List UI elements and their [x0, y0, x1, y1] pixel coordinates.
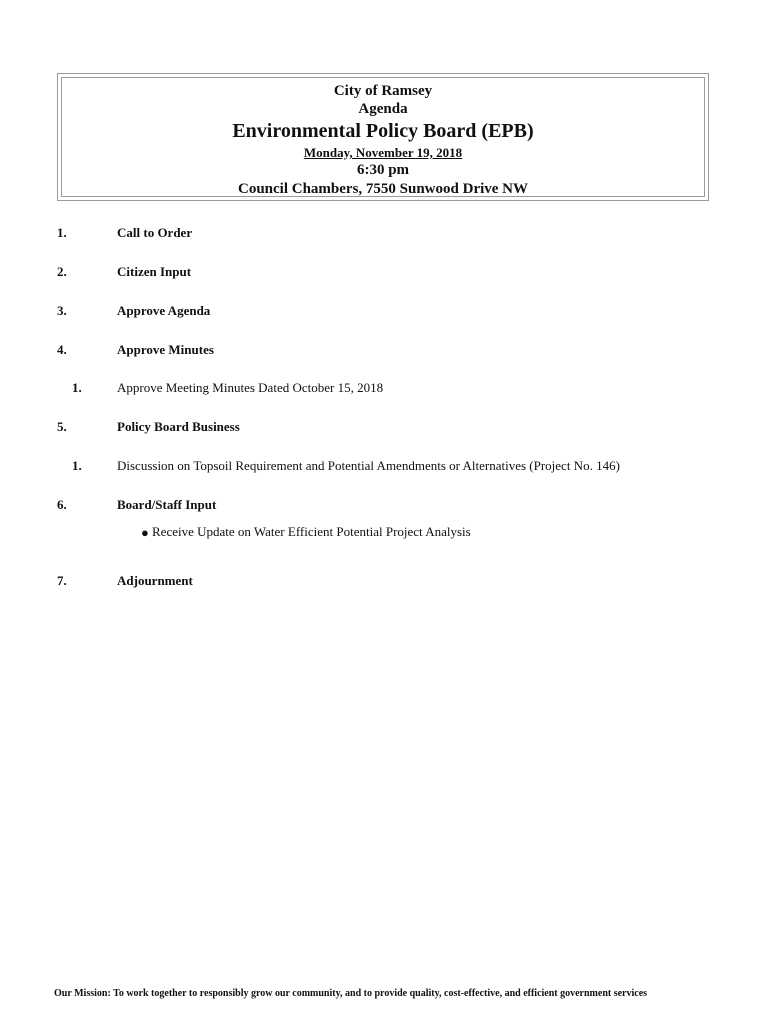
item-number: 1.: [57, 225, 67, 240]
mission-statement: Our Mission: To work together to responsibly grow our community, and to provide quality, cost-effective, and efficient government services: [54, 988, 648, 999]
meeting-location: Council Chambers, 7550 Sunwood Drive NW: [237, 181, 529, 197]
agenda-header: [57, 73, 709, 201]
subitem-number: 1.: [72, 380, 82, 395]
item-number: 4.: [57, 342, 67, 357]
meeting-time: 6:30 pm: [356, 162, 410, 178]
board-title: Environmental Policy Board (EPB): [232, 120, 534, 142]
item-title: Approve Agenda: [117, 303, 211, 318]
city-name: City of Ramsey: [333, 83, 433, 99]
subitem-title: Approve Meeting Minutes Dated October 15, 2018: [117, 380, 384, 395]
item-title: Citizen Input: [117, 264, 192, 279]
subitem-title: Discussion on Topsoil Requirement and Potential Amendments or Alternatives (Project No. 146): [117, 458, 620, 473]
subitem-number: 1.: [72, 458, 82, 473]
item-title: Board/Staff Input: [117, 497, 217, 512]
meeting-date: Monday, November 19, 2018: [303, 145, 463, 160]
item-title: Policy Board Business: [117, 419, 240, 434]
item-title: Adjournment: [117, 573, 193, 588]
item-number: 2.: [57, 264, 67, 279]
item-number: 5.: [57, 419, 67, 434]
item-number: 3.: [57, 303, 67, 318]
agenda-header-inner-border: [61, 77, 705, 197]
item-title: Call to Order: [117, 225, 193, 240]
item-number: 7.: [57, 573, 67, 588]
item-number: 6.: [57, 497, 67, 512]
bullet-icon: ●: [141, 525, 149, 540]
bullet-text: Receive Update on Water Efficient Potential Project Analysis: [152, 524, 471, 539]
item-title: Approve Minutes: [117, 342, 214, 357]
document-type: Agenda: [358, 101, 408, 117]
